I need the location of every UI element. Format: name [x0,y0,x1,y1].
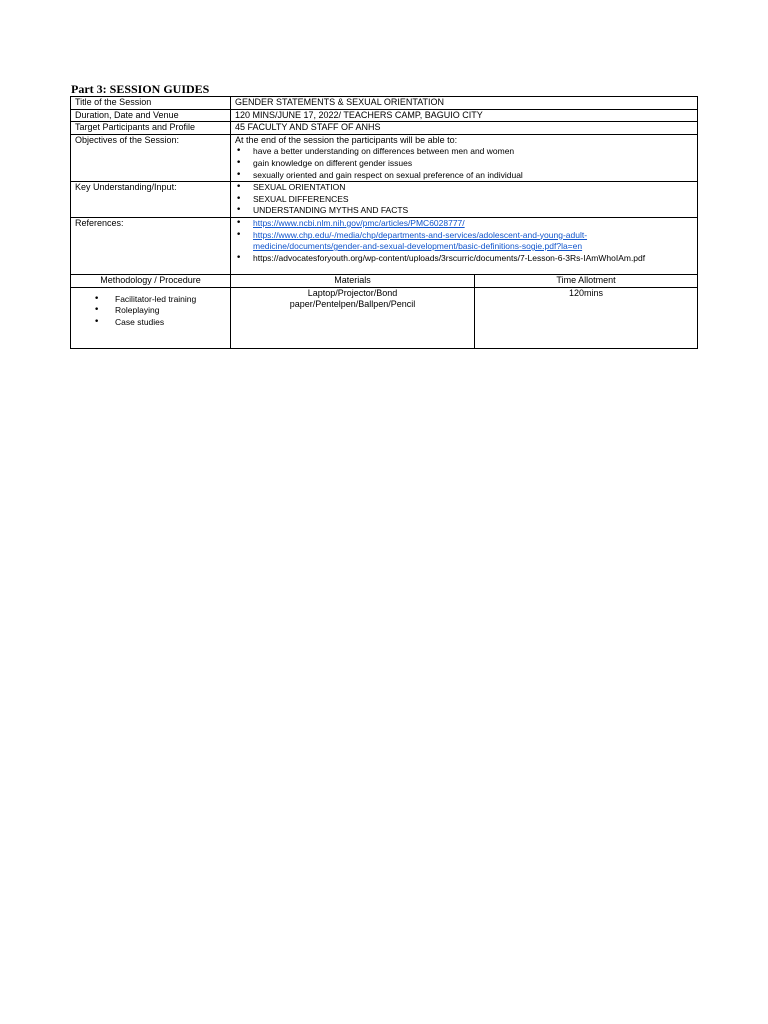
participants-value: 45 FACULTY AND STAFF OF ANHS [231,122,698,135]
methodology-header: Methodology / Procedure [71,274,231,287]
row-participants [71,122,698,135]
list-item: • have a better understanding on differences between men and women [235,146,693,158]
methodology-cell [71,287,231,348]
row-objectives [71,134,698,181]
row-column-headers [71,274,698,287]
session-guide-table [70,96,698,349]
reference-link[interactable]: https://www.ncbi.nlm.nih.gov/pmc/articles/PMC6028777/ [253,217,465,228]
duration-label: Duration, Date and Venue [71,109,231,122]
row-references [71,217,698,274]
participants-label: Target Participants and Profile [71,122,231,135]
row-title [71,97,698,110]
title-label: Title of the Session [71,97,231,110]
list-item: • sexually oriented and gain respect on sexual preference of an individual [235,170,693,182]
key-list [235,182,693,217]
row-duration [71,109,698,122]
materials-value: Laptop/Projector/Bond paper/Pentelpen/Ballpen/Pencil [231,287,475,348]
list-item: • Roleplaying [75,305,226,317]
key-cell [231,182,698,218]
list-item [235,218,693,230]
objectives-cell [231,134,698,181]
title-value: GENDER STATEMENTS & SEXUAL ORIENTATION [231,97,698,110]
reference-link[interactable]: https://www.chp.edu/-/media/chp/departments-and-services/adolescent-and-young-adult-medicine/documents/gender-and-sexual-development/basic-definitions-sogie.pdf?la=en [253,229,588,252]
page-title: Part 3: SESSION GUIDES [71,82,210,96]
list-item: • UNDERSTANDING MYTHS AND FACTS [235,205,693,217]
methodology-list [75,294,226,329]
list-item: • Facilitator-led training [75,294,226,306]
references-label: References: [71,217,231,274]
row-key-understanding [71,182,698,218]
list-item: • https://advocatesforyouth.org/wp-content/uploads/3rscurric/documents/7-Lesson-6-3Rs-IAmWhoIAm.pdf [235,253,693,265]
list-item: • SEXUAL ORIENTATION [235,182,693,194]
list-item: • Case studies [75,317,226,329]
references-cell [231,217,698,274]
time-value: 120mins [475,287,698,348]
key-label: Key Understanding/Input: [71,182,231,218]
list-item: • gain knowledge on different gender issues [235,158,693,170]
materials-header: Materials [231,274,475,287]
references-list [235,218,693,264]
row-methodology-details [71,287,698,348]
objectives-list [235,146,693,181]
duration-value: 120 MINS/JUNE 17, 2022/ TEACHERS CAMP, BAGUIO CITY [231,109,698,122]
time-header: Time Allotment [475,274,698,287]
list-item [235,230,693,253]
list-item: • SEXUAL DIFFERENCES [235,194,693,206]
objectives-intro: At the end of the session the participants will be able to: [235,134,458,145]
objectives-label: Objectives of the Session: [71,134,231,181]
